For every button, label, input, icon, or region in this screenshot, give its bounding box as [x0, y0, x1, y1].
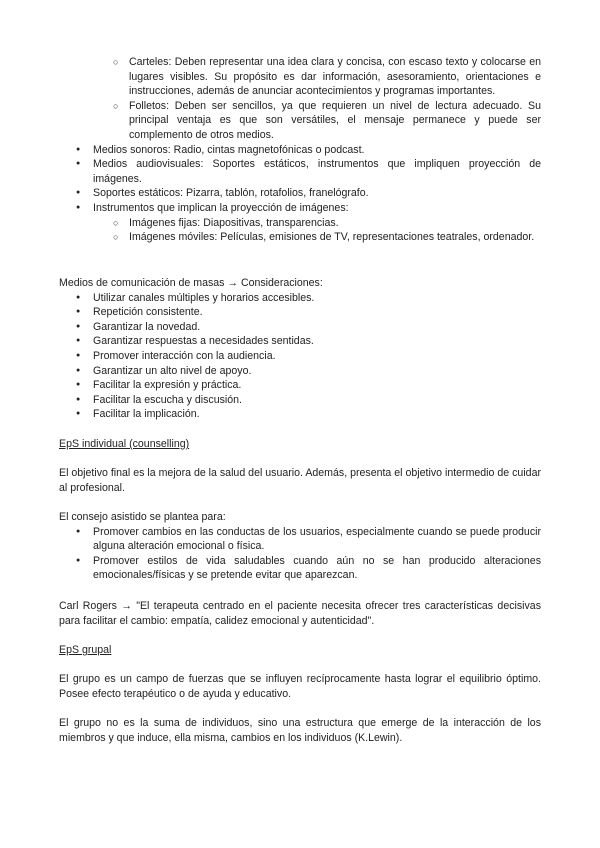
- list-item: ● Facilitar la expresión y práctica.: [59, 378, 541, 393]
- list-item: ● Promover interacción con la audiencia.: [59, 349, 541, 364]
- sub-list-projection: [59, 216, 541, 245]
- counsel-item-cambios: ● Promover cambios en las conductas de los usuarios, especialmente cuando se puede producir alguna alteración emocional o física.: [59, 525, 541, 554]
- list-item: ● Garantizar respuestas a necesidades sentidas.: [59, 334, 541, 349]
- individual-paragraph: El objetivo final es la mejora de la salud del usuario. Además, presenta el objetivo intermedio de cuidar al profesional.: [59, 467, 541, 494]
- list-item: ● Garantizar la novedad.: [59, 320, 541, 335]
- list-item: ● Facilitar la implicación.: [59, 407, 541, 422]
- bullet-instrumentos-proyeccion: ● Instrumentos que implican la proyección de imágenes:: [59, 201, 541, 216]
- group-heading: EpS grupal: [59, 644, 112, 656]
- mass-media-section: [59, 276, 541, 422]
- sub-list-printed: [59, 55, 541, 143]
- list-item: ● Utilizar canales múltiples y horarios accesibles.: [59, 291, 541, 306]
- sub-list-item-folletos: ○ Folletos: Deben ser sencillos, ya que requieren un nivel de lectura adecuado. Su principal ventaja es que son versátiles, el mensaje permanece y puede ser complemento de otros medios.: [59, 99, 541, 143]
- sub-list-item-imagenes-fijas: ○ Imágenes fijas: Diapositivas, transparencias.: [59, 216, 541, 231]
- media-list-section: [59, 55, 541, 245]
- group-paragraph-2: El grupo no es la suma de individuos, sino una estructura que emerge de la interacción de los miembros y que induce, ella misma, cambios en los individuos (K.Lewin).: [59, 717, 541, 744]
- counsel-item-estilos: ● Promover estilos de vida saludables cuando aún no se han producido alteraciones emocionales/físicas y se pretende evitar que aparezcan.: [59, 554, 541, 583]
- bullet-medios-audiovisuales: ● Medios audiovisuales: Soportes estáticos, instrumentos que impliquen proyección de imágenes.: [59, 157, 541, 186]
- sub-list-item-imagenes-moviles: ○ Imágenes móviles: Películas, emisiones de TV, representaciones teatrales, ordenador.: [59, 230, 541, 245]
- group-paragraph-1: El grupo es un campo de fuerzas que se influyen recíprocamente hasta lograr el equilibrio óptimo. Posee efecto terapéutico o de ayuda y educativo.: [59, 673, 541, 700]
- bullet-medios-sonoros: ● Medios sonoros: Radio, cintas magnetofónicas o podcast.: [59, 143, 541, 158]
- list-item: ● Repetición consistente.: [59, 305, 541, 320]
- sub-list-item-carteles: ○ Carteles: Deben representar una idea clara y concisa, con escaso texto y colocarse en lugares visibles. Su propósito es dar información, asesoramiento, orientaciones e instrucciones, además de anunciar acontecimientos y programas importantes.: [59, 55, 541, 99]
- mass-media-intro: Medios de comunicación de masas → Consideraciones:: [59, 277, 323, 289]
- individual-heading: EpS individual (counselling): [59, 438, 190, 450]
- counsel-intro: El consejo asistido se plantea para:: [59, 511, 226, 523]
- media-bullet-list: [59, 143, 541, 216]
- counsel-list: [59, 525, 541, 583]
- list-item: ● Facilitar la escucha y discusión.: [59, 393, 541, 408]
- mass-media-list: [59, 291, 541, 422]
- carl-rogers-quote: Carl Rogers → "El terapeuta centrado en el paciente necesita ofrecer tres características decisivas para facilitar el cambio: empatía, calidez emocional y autenticidad".: [59, 600, 541, 627]
- bullet-soportes-estaticos: ● Soportes estáticos: Pizarra, tablón, rotafolios, franelógrafo.: [59, 186, 541, 201]
- list-item: ● Garantizar un alto nivel de apoyo.: [59, 364, 541, 379]
- counsel-section: [59, 510, 541, 583]
